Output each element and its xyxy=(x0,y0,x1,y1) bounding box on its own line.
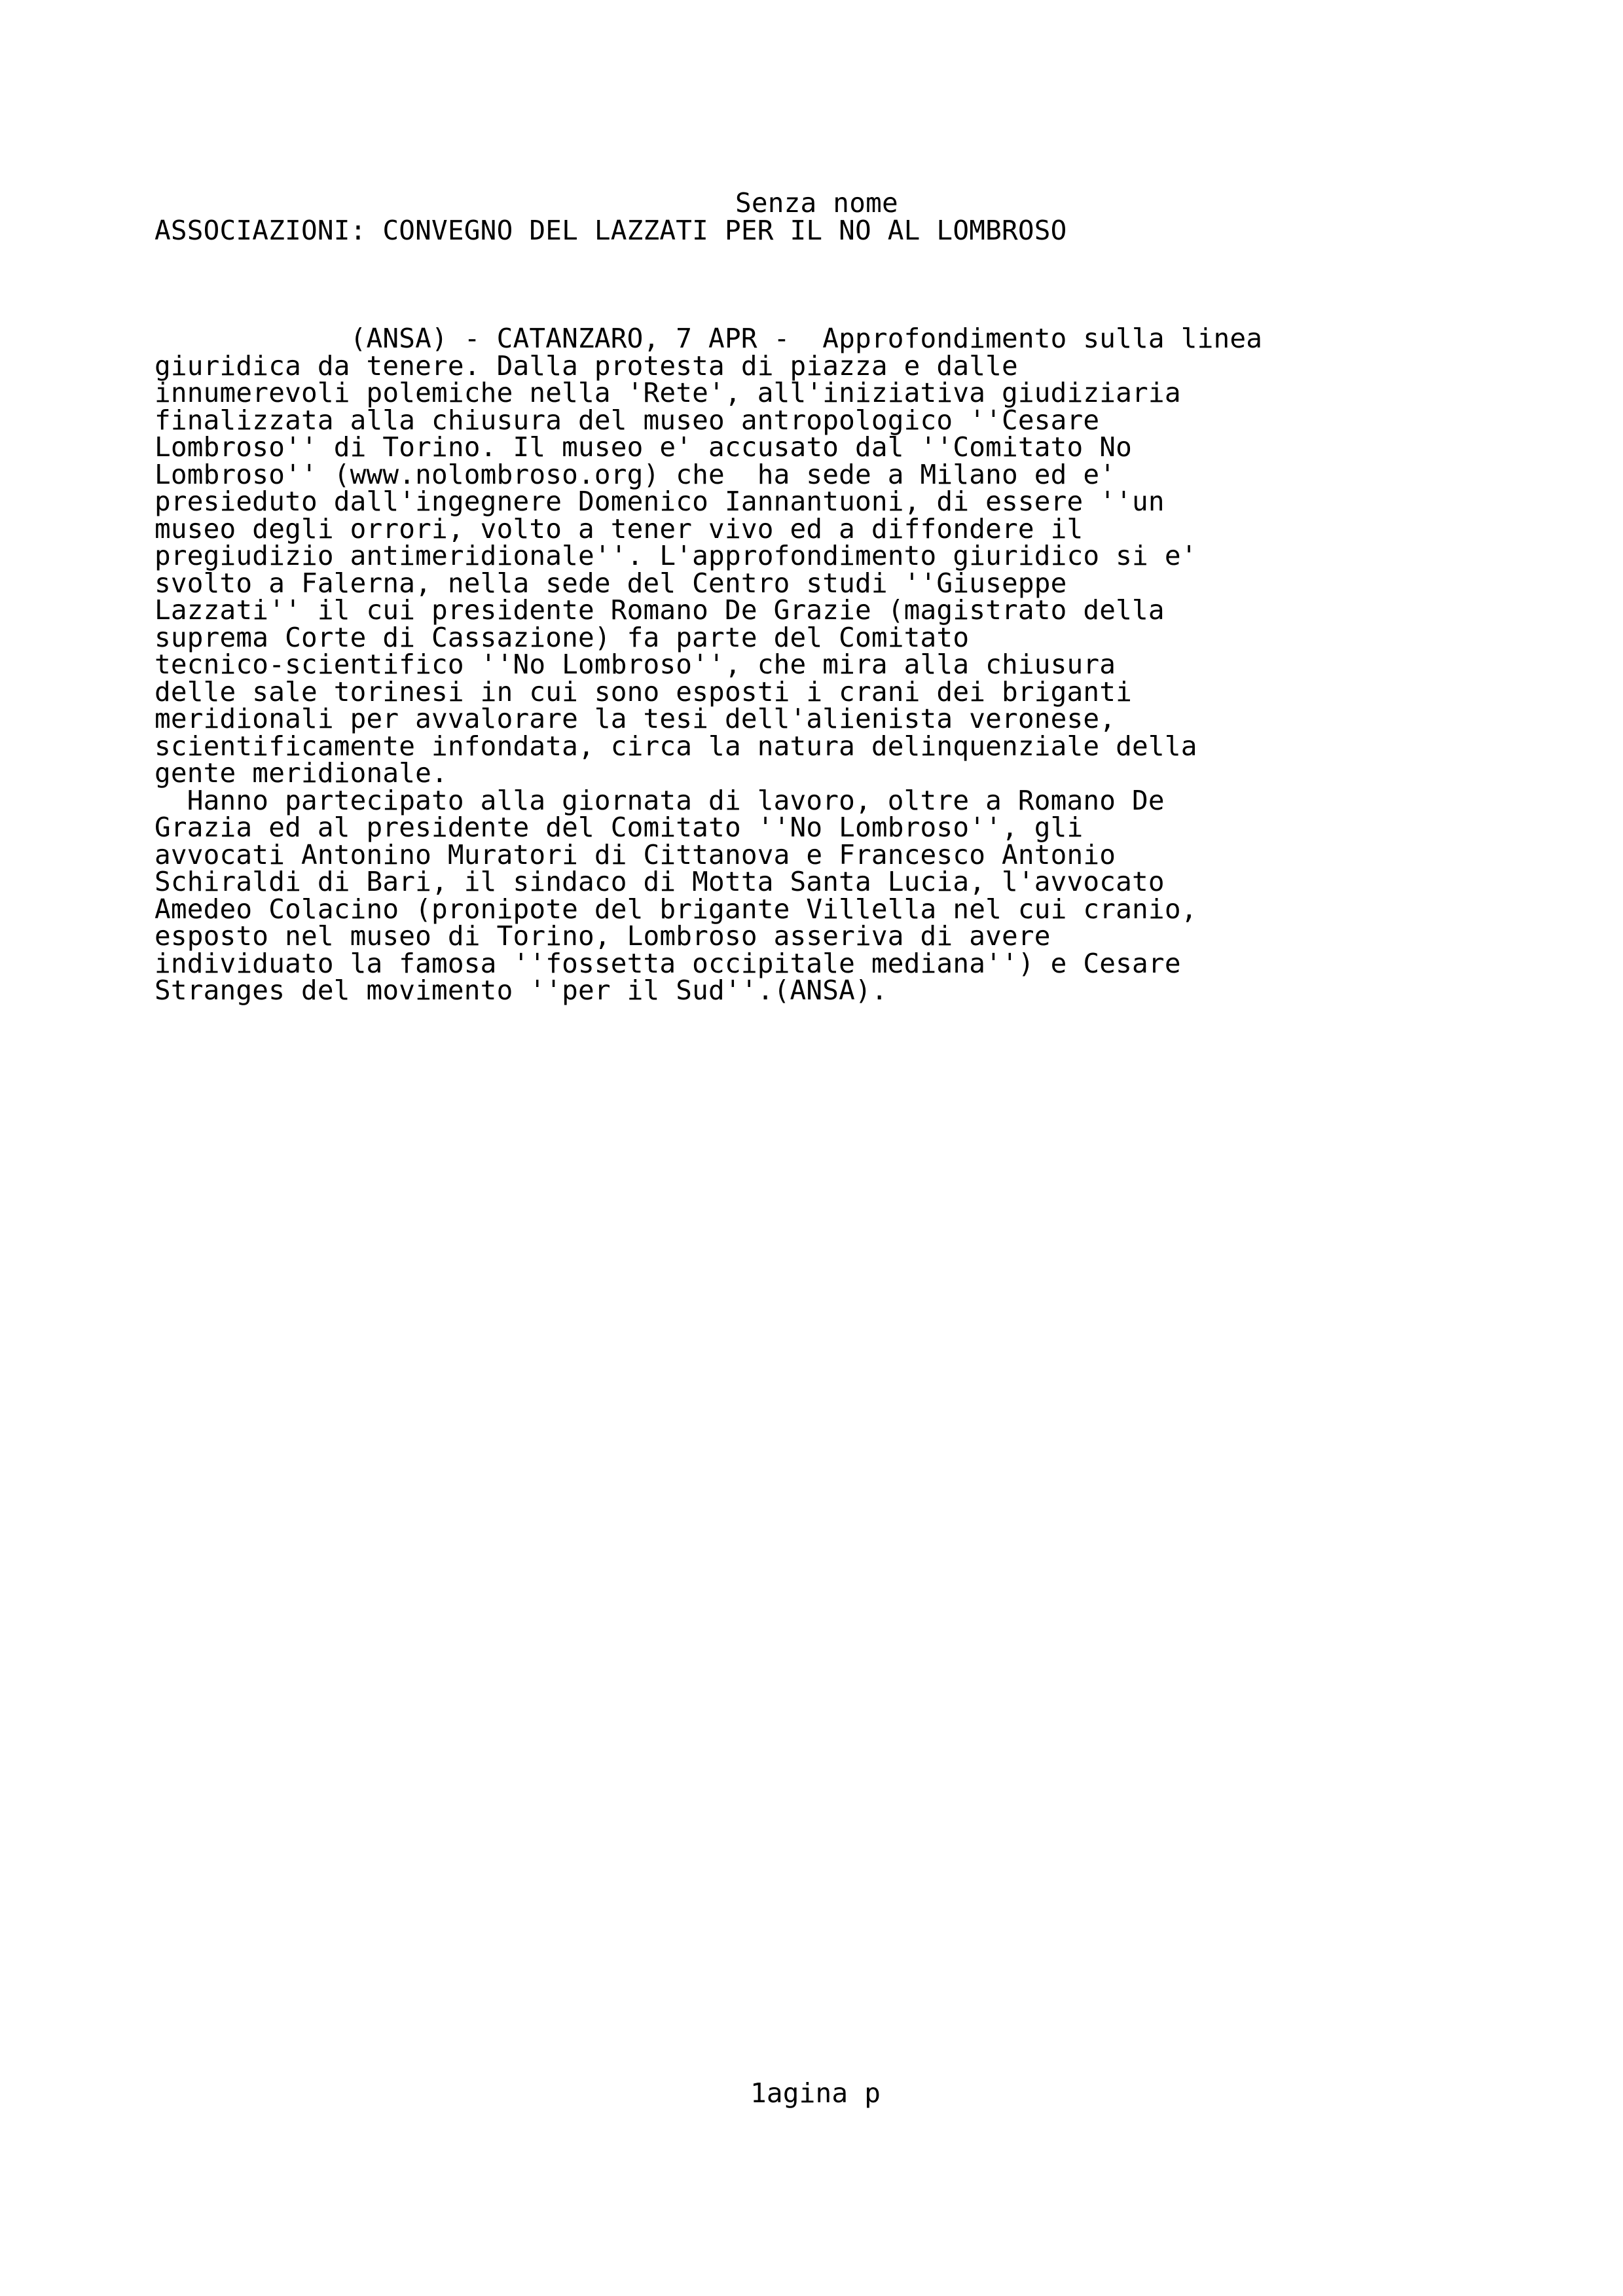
body-line: Schiraldi di Bari, il sindaco di Motta Santa Lucia, l'avvocato xyxy=(155,866,1165,897)
body-line: giuridica da tenere. Dalla protesta di piazza e dalle xyxy=(155,350,1018,382)
body-line: Grazia ed al presidente del Comitato ''No Lombroso'', gli xyxy=(155,812,1084,843)
body-line: esposto nel museo di Torino, Lombroso asseriva di avere xyxy=(155,920,1051,952)
body-line: museo degli orrori, volto a tener vivo ed a diffondere il xyxy=(155,512,1084,545)
body-line: scientificamente infondata, circa la natura delinquenziale della xyxy=(155,730,1197,762)
body-line: Lombroso'' di Torino. Il museo e' accusato dal ''Comitato No xyxy=(155,431,1133,463)
body-line: Stranges del movimento ''per il Sud''.(ANSA). xyxy=(155,975,888,1006)
body-line: pregiudizio antimeridionale''. L'approfondimento giuridico si e' xyxy=(155,540,1197,571)
body-line: delle sale torinesi in cui sono esposti i crani dei briganti xyxy=(155,675,1133,708)
body-line: finalizzata alla chiusura del museo antropologico ''Cesare xyxy=(155,404,1100,436)
page-number-footer: 1agina p xyxy=(750,2077,881,2109)
article-headline: ASSOCIAZIONI: CONVEGNO DEL LAZZATI PER IL NO AL LOMBROSO xyxy=(155,215,1067,246)
body-line: Lazzati'' il cui presidente Romano De Grazie (magistrato della xyxy=(155,594,1165,626)
body-line: gente meridionale. xyxy=(155,757,448,789)
body-line: individuato la famosa ''fossetta occipitale mediana'') e Cesare xyxy=(155,947,1181,979)
body-line: avvocati Antonino Muratori di Cittanova e Francesco Antonio xyxy=(155,838,1116,870)
body-line: presieduto dall'ingegnere Domenico Iannantuoni, di essere ''un xyxy=(155,486,1165,517)
body-line: Lombroso'' (www.nolombroso.org) che ha sede a Milano ed e' xyxy=(155,458,1116,490)
body-line: suprema Corte di Cassazione) fa parte del Comitato xyxy=(155,621,970,653)
body-line: Amedeo Colacino (pronipote del brigante Villella nel cui cranio, xyxy=(155,893,1197,925)
body-line: Hanno partecipato alla giornata di lavoro, oltre a Romano De xyxy=(155,784,1165,816)
article-body xyxy=(155,325,1398,1005)
page-title: Senza nome xyxy=(735,187,898,219)
body-line: (ANSA) - CATANZARO, 7 APR - Approfondimento sulla linea xyxy=(155,323,1263,354)
body-line: tecnico-scientifico ''No Lombroso'', che mira alla chiusura xyxy=(155,649,1116,680)
body-line: svolto a Falerna, nella sede del Centro studi ''Giuseppe xyxy=(155,567,1067,599)
body-line: innumerevoli polemiche nella 'Rete', all'iniziativa giudiziaria xyxy=(155,377,1181,408)
body-line: meridionali per avvalorare la tesi dell'alienista veronese, xyxy=(155,703,1116,734)
